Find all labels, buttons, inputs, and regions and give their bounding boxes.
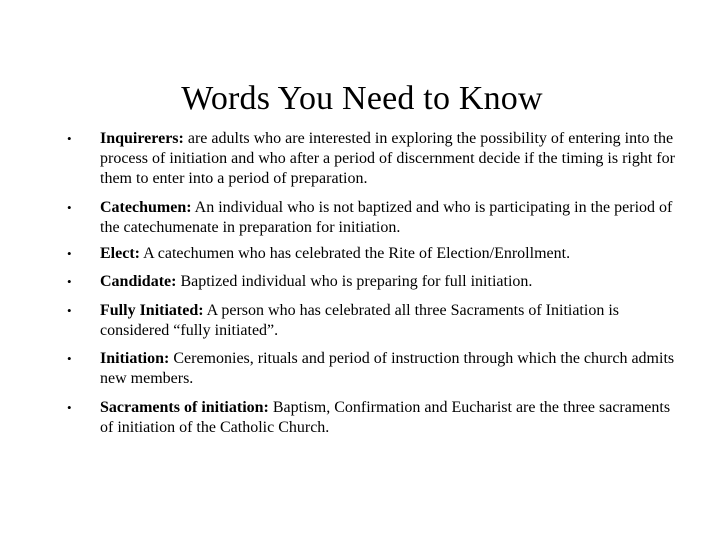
definition-item-initiation [67,349,684,389]
term-label: Catechumen: [100,199,192,216]
definition-text: A person who has celebrated all three Sacraments of Initiation is considered “fully initiated”. [100,302,619,339]
definition-item-fully-initiated [67,301,684,341]
definition-text: Ceremonies, rituals and period of instruction through which the church admits new members. [100,350,675,387]
slide-title: Words You Need to Know [181,79,543,117]
term-label: Inquirerers: [100,130,184,147]
bullet-icon: • [67,246,72,261]
definition-text: Baptism, Confirmation and Eucharist are the three sacraments of initiation of the Catholic Church. [100,399,671,436]
term-label: Sacraments of initiation: [100,399,269,416]
definition-item-inquirerers [67,129,684,189]
term-label: Candidate: [100,273,177,290]
bullet-icon: • [67,351,72,366]
definition-text: are adults who are interested in exploring the possibility of entering into the process of initiation and who after a period of discernment decide if the timing is right for them to enter into a period of preparation. [100,130,675,187]
bullet-icon: • [67,303,72,318]
definition-text: An individual who is not baptized and who is participating in the period of the catechumenate in preparation for initiation. [100,199,673,236]
definition-item-catechumen [67,198,684,238]
definition-text: Baptized individual who is preparing for full initiation. [176,273,533,290]
bullet-icon: • [67,400,72,415]
bullet-icon: • [67,274,72,289]
definition-text: A catechumen who has celebrated the Rite of Election/Enrollment. [139,245,571,262]
definition-item-candidate [67,272,684,292]
term-label: Initiation: [100,350,170,367]
bullet-icon: • [67,200,72,215]
term-label: Elect: [100,245,140,262]
definition-item-sacraments-of-initiation [67,398,684,438]
bullet-icon: • [67,131,72,146]
definition-item-elect [67,244,684,264]
term-label: Fully Initiated: [100,302,204,319]
